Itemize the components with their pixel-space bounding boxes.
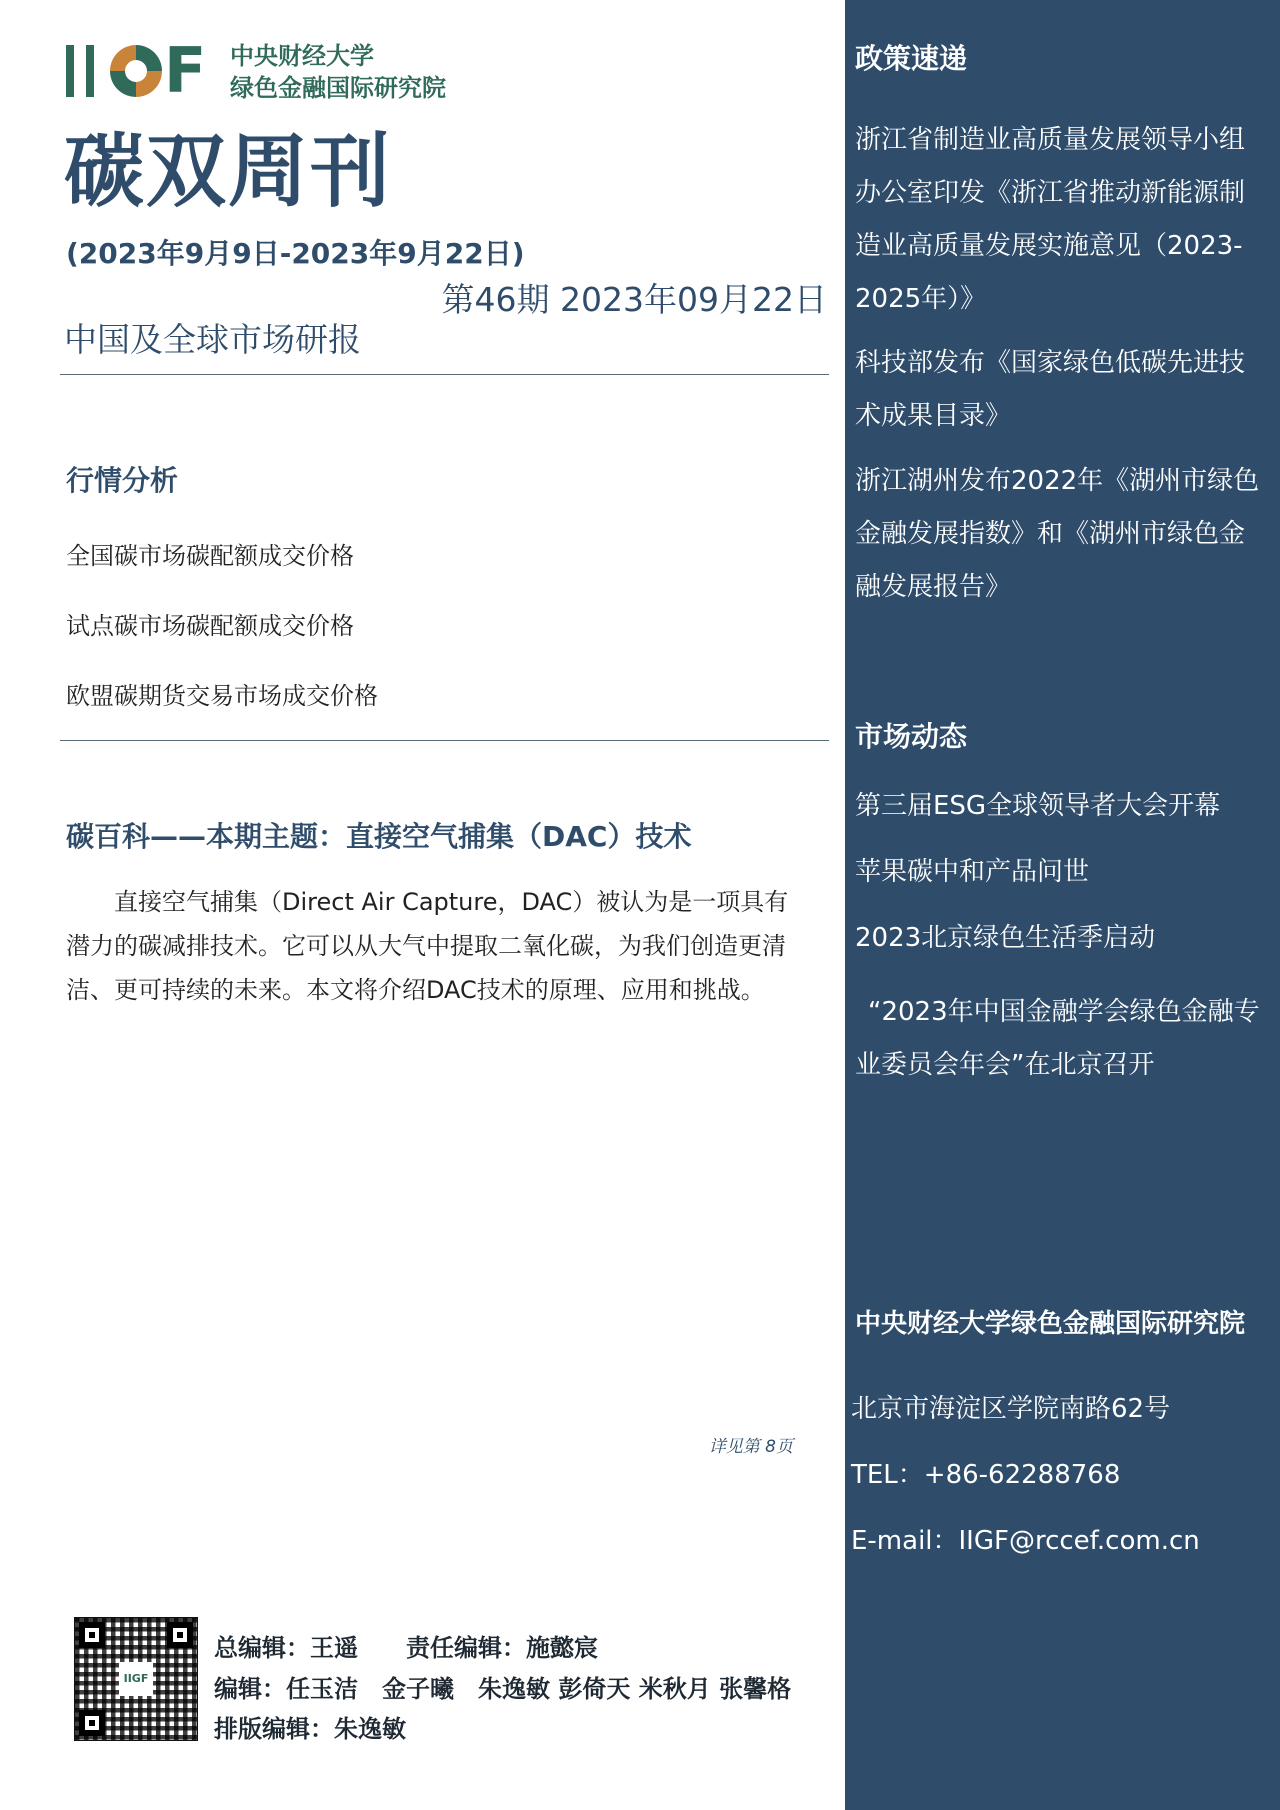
logo-globe-icon: [110, 45, 162, 97]
divider: [60, 374, 829, 375]
credits-layout-editor: 排版编辑：朱逸敏: [214, 1715, 406, 1743]
logo-name-line1: 中央财经大学: [230, 42, 374, 70]
org-address: 北京市海淀区学院南路62号: [851, 1394, 1171, 1424]
org-email[interactable]: E-mail：IIGF@rccef.com.cn: [851, 1526, 1200, 1556]
divider: [60, 740, 829, 741]
market-analysis-heading: 行情分析: [66, 464, 179, 497]
market-analysis-item-1[interactable]: 全国碳市场碳配额成交价格: [66, 542, 354, 570]
market-news-item-2[interactable]: 苹果碳中和产品问世: [855, 857, 1090, 887]
dac-heading[interactable]: 碳百科——本期主题：直接空气捕集（DAC）技术: [66, 820, 692, 853]
subtitle: 中国及全球市场研报: [64, 320, 361, 359]
dac-summary: 直接空气捕集（Direct Air Capture，DAC）被认为是一项具有潜力的碳减排技术。它可以从大气中提取二氧化碳，为我们创造更清洁、更可持续的未来。本文将介绍DAC技术的原理、应用和挑战。: [66, 888, 789, 1004]
market-news-heading: 市场动态: [855, 720, 968, 753]
market-analysis-item-3[interactable]: 欧盟碳期货交易市场成交价格: [66, 682, 378, 710]
date-range: (2023年9月9日-2023年9月22日): [66, 237, 525, 270]
market-news-item-1[interactable]: 第三届ESG全球领导者大会开幕: [855, 791, 1221, 821]
policy-item-3[interactable]: 浙江湖州发布2022年《湖州市绿色金融发展指数》和《湖州市绿色金融发展报告》: [855, 466, 1260, 602]
credits-editors: 编辑：任玉洁 金子曦 朱逸敏 彭倚天 米秋月 张馨格: [214, 1675, 792, 1703]
policy-item-2[interactable]: 科技部发布《国家绿色低碳先进技术成果目录》: [855, 348, 1246, 431]
policy-heading: 政策速递: [855, 42, 968, 75]
credits-chief-editor: 总编辑：王遥 责任编辑：施懿宸: [214, 1634, 598, 1662]
policy-item-1[interactable]: 浙江省制造业高质量发展领导小组办公室印发《浙江省推动新能源制造业高质量发展实施意见（2023-2025年）》: [855, 125, 1246, 314]
market-news-item-3[interactable]: 2023北京绿色生活季启动: [855, 923, 1156, 953]
market-analysis-item-2[interactable]: 试点碳市场碳配额成交价格: [66, 612, 354, 640]
page-title: 碳双周刊: [64, 125, 392, 218]
issue-number: 第46期 2023年09月22日: [441, 280, 827, 319]
see-page-link[interactable]: 详见第 8页: [708, 1437, 793, 1457]
org-name: 中央财经大学绿色金融国际研究院: [855, 1309, 1246, 1339]
market-news-item-4[interactable]: “2023年中国金融学会绿色金融专业委员会年会”在北京召开: [855, 997, 1260, 1080]
org-phone: TEL：+86-62288768: [851, 1460, 1121, 1490]
qr-code: IIGF: [74, 1617, 198, 1741]
logo-name-line2: 绿色金融国际研究院: [230, 74, 446, 102]
